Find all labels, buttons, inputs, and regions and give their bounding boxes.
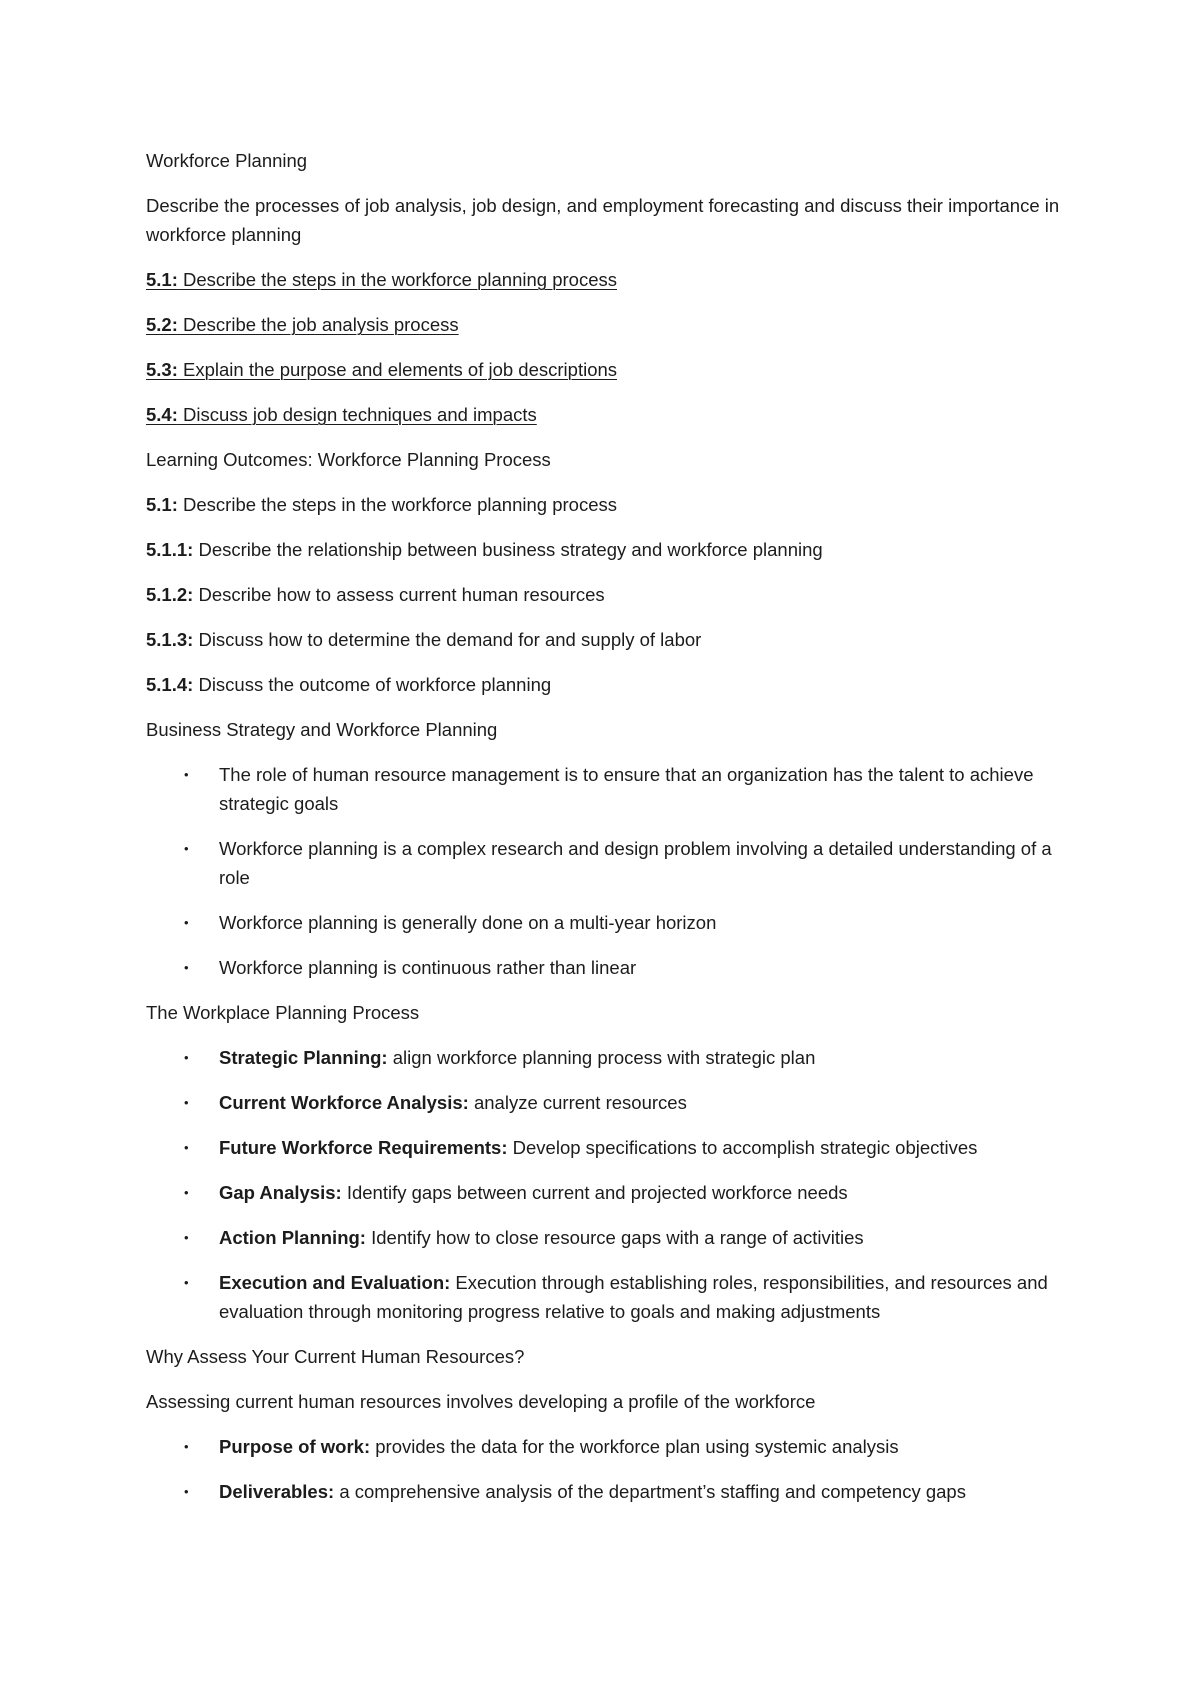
intro-paragraph: Describe the processes of job analysis, job design, and employment forecasting and discuss their importance in workforce planning [146, 195, 1060, 245]
list-item: • The role of human resource management is to ensure that an organization has the talent to achieve strategic goals [146, 760, 1076, 818]
list-item: • Workforce planning is a complex research and design problem involving a detailed understanding of a role [146, 834, 1076, 892]
objective-link-5-1[interactable]: 5.1: Describe the steps in the workforce planning process [146, 269, 617, 290]
bullet-icon: • [184, 767, 189, 782]
list-item: • Workforce planning is continuous rather than linear [146, 953, 1076, 982]
list-item: • Purpose of work: provides the data for the workforce plan using systemic analysis [146, 1432, 1076, 1461]
list-item: • Future Workforce Requirements: Develop specifications to accomplish strategic objectives [146, 1133, 1076, 1162]
objective-link-5-4[interactable]: 5.4: Discuss job design techniques and impacts [146, 404, 537, 425]
list-item: • Strategic Planning: align workforce planning process with strategic plan [146, 1043, 1076, 1072]
bullet-icon: • [184, 1050, 189, 1065]
outcome-item: 5.1.3: Discuss how to determine the demand for and supply of labor [146, 629, 702, 650]
bullet-icon: • [184, 1095, 189, 1110]
bullet-icon: • [184, 1439, 189, 1454]
strategy-bullet-list [146, 760, 1076, 982]
assess-bullet-list [146, 1432, 1076, 1506]
bullet-icon: • [184, 915, 189, 930]
bullet-icon: • [184, 960, 189, 975]
list-item: • Current Workforce Analysis: analyze current resources [146, 1088, 1076, 1117]
outcome-item: 5.1.2: Describe how to assess current human resources [146, 584, 605, 605]
process-heading: The Workplace Planning Process [146, 1002, 420, 1023]
list-item: • Gap Analysis: Identify gaps between current and projected workforce needs [146, 1178, 1076, 1207]
bullet-icon: • [184, 1140, 189, 1155]
strategy-heading: Business Strategy and Workforce Planning [146, 719, 498, 740]
outcomes-heading: Learning Outcomes: Workforce Planning Process [146, 449, 551, 470]
objective-link-5-3[interactable]: 5.3: Explain the purpose and elements of job descriptions [146, 359, 618, 380]
bullet-icon: • [184, 1484, 189, 1499]
document-page [146, 146, 1076, 1522]
bullet-icon: • [184, 841, 189, 856]
assess-intro: Assessing current human resources involves developing a profile of the workforce [146, 1391, 816, 1412]
outcome-item: 5.1.1: Describe the relationship between business strategy and workforce planning [146, 539, 823, 560]
process-bullet-list [146, 1043, 1076, 1326]
assess-heading: Why Assess Your Current Human Resources? [146, 1346, 525, 1367]
list-item: • Deliverables: a comprehensive analysis of the department’s staffing and competency gaps [146, 1477, 1076, 1506]
bullet-icon: • [184, 1185, 189, 1200]
objective-link-5-2[interactable]: 5.2: Describe the job analysis process [146, 314, 459, 335]
outcome-item: 5.1.4: Discuss the outcome of workforce planning [146, 674, 552, 695]
bullet-icon: • [184, 1230, 189, 1245]
list-item: • Action Planning: Identify how to close resource gaps with a range of activities [146, 1223, 1076, 1252]
document-title: Workforce Planning [146, 150, 308, 171]
list-item: • Execution and Evaluation: Execution through establishing roles, responsibilities, and resources and evaluation through monitoring progress relative to goals and making adjustments [146, 1268, 1076, 1326]
list-item: • Workforce planning is generally done on a multi-year horizon [146, 908, 1076, 937]
bullet-icon: • [184, 1275, 189, 1290]
outcome-item: 5.1: Describe the steps in the workforce planning process [146, 494, 617, 515]
